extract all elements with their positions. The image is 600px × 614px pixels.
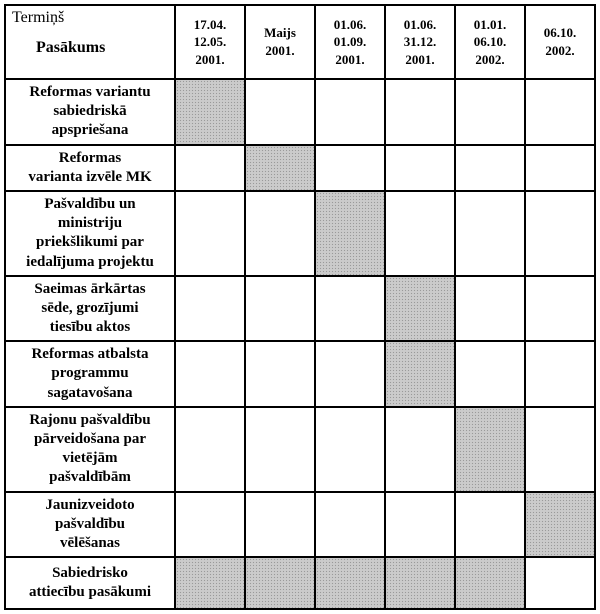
column-header-line: 01.06.	[403, 16, 437, 32]
timeline-cell-empty	[175, 276, 245, 342]
activity-label-line: sēde, grozījumi	[41, 299, 139, 316]
table-body	[5, 79, 595, 609]
activity-label	[5, 145, 175, 191]
activity-label-line: vietējām	[62, 450, 118, 467]
reform-schedule-table	[4, 4, 596, 610]
activity-label-line: attiecību pasākumi	[28, 584, 152, 601]
table-row	[5, 557, 595, 609]
timeline-cell-empty	[175, 407, 245, 492]
timeline-cell-empty	[315, 145, 385, 191]
timeline-cell-empty	[175, 492, 245, 558]
timeline-cell-empty	[315, 341, 385, 407]
column-header-line: 06.10.	[543, 25, 577, 41]
timeline-cell-empty	[455, 79, 525, 145]
timeline-cell-empty	[385, 191, 455, 276]
activity-label	[5, 341, 175, 407]
timeline-cell-shaded	[315, 191, 385, 276]
timeline-cell-empty	[455, 276, 525, 342]
activity-label	[5, 492, 175, 558]
column-header-line: 01.01.	[473, 16, 507, 32]
activity-label-line: Reformas	[58, 149, 122, 166]
column-header-line: 06.10.	[473, 34, 507, 50]
activity-label-line: apspriešana	[51, 122, 129, 139]
timeline-cell-shaded	[175, 557, 245, 609]
table-row	[5, 145, 595, 191]
activity-label-line: tiesību aktos	[49, 319, 131, 336]
timeline-cell-empty	[455, 145, 525, 191]
timeline-cell-empty	[525, 191, 595, 276]
column-header-period-1	[175, 5, 245, 79]
timeline-cell-shaded	[385, 557, 455, 609]
column-header-line: 2001.	[195, 51, 225, 67]
column-header-period-6	[525, 5, 595, 79]
timeline-cell-empty	[385, 145, 455, 191]
header-row	[5, 5, 595, 79]
timeline-cell-shaded	[525, 492, 595, 558]
activity-label-line: priekšlikumi par	[36, 234, 144, 251]
table-row	[5, 341, 595, 407]
activity-label-line: varianta izvēle MK	[28, 168, 152, 185]
column-header-line: 2002.	[545, 43, 575, 58]
table-row	[5, 191, 595, 276]
timeline-cell-shaded	[175, 79, 245, 145]
timeline-cell-empty	[315, 276, 385, 342]
timeline-cell-shaded	[315, 557, 385, 609]
column-header-period-4	[385, 5, 455, 79]
timeline-cell-empty	[315, 79, 385, 145]
column-header-period-3	[315, 5, 385, 79]
timeline-cell-empty	[315, 492, 385, 558]
timeline-cell-empty	[525, 557, 595, 609]
activity-label-line: Reformas atbalsta	[31, 346, 149, 363]
timeline-cell-empty	[385, 79, 455, 145]
activity-label-line: ministriju	[57, 215, 123, 232]
column-header-period-5	[455, 5, 525, 79]
activity-label-line: pašvaldībām	[49, 469, 131, 486]
column-header-period-2	[245, 5, 315, 79]
timeline-cell-empty	[245, 407, 315, 492]
activity-label-line: vēlēšanas	[60, 534, 120, 551]
activity-label	[5, 191, 175, 276]
timeline-cell-empty	[455, 191, 525, 276]
timeline-cell-empty	[525, 79, 595, 145]
table-row	[5, 492, 595, 558]
activity-label-line: pārveidošana par	[33, 431, 147, 447]
corner-header-cell	[5, 5, 175, 79]
timeline-cell-empty	[245, 492, 315, 558]
activity-label-line: sagatavošana	[47, 384, 133, 401]
timeline-cell-empty	[455, 492, 525, 558]
table-row	[5, 276, 595, 342]
timeline-cell-empty	[455, 341, 525, 407]
timeline-cell-empty	[525, 276, 595, 342]
activity-label	[5, 276, 175, 342]
activity-label	[5, 79, 175, 145]
column-header-line: 01.09.	[333, 34, 367, 50]
timeline-cell-shaded	[455, 557, 525, 609]
timeline-cell-shaded	[245, 557, 315, 609]
timeline-cell-shaded	[455, 407, 525, 492]
activity-label-line: Rajonu pašvaldību	[29, 411, 151, 428]
table-row	[5, 407, 595, 492]
activity-label-line: pašvaldību	[54, 515, 126, 532]
activity-label-line: Saeimas ārkārtas	[34, 280, 146, 297]
timeline-cell-shaded	[385, 276, 455, 342]
timeline-cell-shaded	[245, 145, 315, 191]
timeline-cell-shaded	[385, 341, 455, 407]
activity-label-line: Reformas variantu	[29, 84, 151, 100]
timeline-cell-empty	[525, 341, 595, 407]
pasakums-label: Pasākums	[36, 39, 106, 56]
termins-label: Termiņš	[12, 9, 65, 26]
activity-label	[5, 557, 175, 609]
timeline-cell-empty	[175, 191, 245, 276]
timeline-cell-empty	[245, 79, 315, 145]
activity-label-line: Sabiedrisko	[52, 564, 128, 581]
column-header-line: 2001.	[265, 43, 295, 58]
timeline-cell-empty	[245, 341, 315, 407]
timeline-cell-empty	[385, 492, 455, 558]
column-header-line: 2001.	[335, 51, 365, 67]
column-header-line: 31.12.	[403, 34, 437, 50]
timeline-cell-empty	[525, 407, 595, 492]
table-row	[5, 79, 595, 145]
activity-label-line: iedalījuma projektu	[26, 253, 154, 270]
column-header-line: 12.05.	[193, 34, 227, 50]
activity-label-line: sabiedriskā	[53, 103, 127, 120]
timeline-cell-empty	[175, 341, 245, 407]
timeline-cell-empty	[315, 407, 385, 492]
column-header-line: 17.04.	[193, 16, 227, 32]
timeline-cell-empty	[245, 276, 315, 342]
column-header-line: Maijs	[264, 25, 296, 41]
activity-label-line: programmu	[51, 365, 129, 382]
activity-label-line: Pašvaldību un	[44, 195, 136, 212]
column-header-line: 2002.	[475, 51, 505, 67]
column-header-line: 2001.	[405, 51, 435, 67]
activity-label-line: Jaunizveidoto	[45, 496, 135, 513]
column-header-line: 01.06.	[333, 16, 367, 32]
timeline-cell-empty	[525, 145, 595, 191]
activity-label	[5, 407, 175, 492]
timeline-cell-empty	[245, 191, 315, 276]
timeline-cell-empty	[385, 407, 455, 492]
timeline-cell-empty	[175, 145, 245, 191]
